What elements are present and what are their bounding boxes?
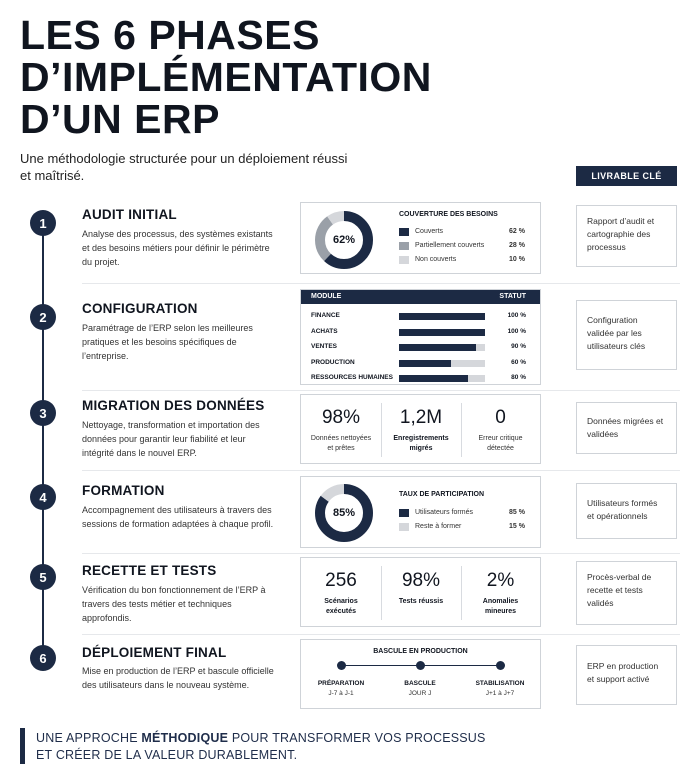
legend-pct: 62 % (509, 228, 525, 235)
deployment-dot (496, 661, 505, 670)
phase-5-number: 5 (30, 564, 56, 590)
module-progress-fill (399, 313, 485, 320)
phase-4-description: Accompagnement des utilisateurs à travers des sessions de formation adaptées à chaque profil. (82, 505, 274, 529)
phase-5-title: RECETTE ET TESTS (82, 563, 217, 578)
legend-swatch-remaining (399, 523, 409, 531)
module-name: ACHATS (311, 327, 338, 335)
module-status-value: 90 % (511, 343, 526, 350)
module-progress-track (399, 344, 485, 351)
step-when: JOUR J (408, 690, 432, 697)
phase-3-description: Nettoyage, transformation et importation des données pour garantir leur fiabilité et leur intégrité dans le nouvel ERP. (82, 420, 260, 458)
module-progress-track (399, 313, 485, 320)
phase-3-title: MIGRATION DES DONNÉES (82, 398, 265, 413)
module-progress-fill (399, 344, 476, 351)
step-name: STABILISATION (475, 680, 525, 687)
module-row (301, 340, 540, 354)
module-status-value: 80 % (511, 374, 526, 381)
module-row (301, 325, 540, 339)
test-stat (381, 558, 461, 626)
training-card (300, 476, 541, 548)
title-line-2: D’IMPLÉMENTATION (20, 54, 432, 100)
legend-label: Non couverts (415, 256, 457, 263)
test-stat (461, 558, 540, 626)
phase-6-description: Mise en production de l’ERP et bascule officielle des utilisateurs dans le nouveau système. (82, 666, 274, 690)
migration-stat (381, 395, 461, 463)
tests-card (300, 557, 541, 627)
module-status-value: 100 % (507, 327, 526, 335)
legend-label: Reste à former (415, 523, 462, 530)
migration-card (300, 394, 541, 464)
module-name: PRODUCTION (311, 358, 355, 366)
stat-label: Anomalies mineures (482, 598, 519, 615)
module-status-value: 100 % (507, 312, 526, 319)
module-row (301, 356, 540, 370)
phase-3-livrable: Données migrées et validées (576, 402, 677, 454)
phase-2-description: Paramétrage de l’ERP selon les meilleures pratiques et les besoins spécifiques de l’entreprise. (82, 323, 253, 361)
stat-value: 2% (486, 570, 515, 591)
module-row (301, 309, 540, 323)
phase-2-title: CONFIGURATION (82, 301, 198, 316)
stat-value: 98% (321, 407, 361, 428)
training-center-value: 85% (332, 507, 356, 519)
title-line-3: D’UN ERP (20, 96, 220, 142)
legend-row (399, 227, 525, 238)
divider (82, 634, 680, 635)
coverage-center-value: 62% (332, 234, 356, 246)
stat-label: Tests réussis (398, 598, 444, 605)
module-progress-track (399, 329, 485, 336)
module-progress-track (399, 360, 485, 367)
phase-4-number: 4 (30, 484, 56, 510)
stat-value: 0 (495, 407, 506, 428)
phase-6-livrable: ERP en production et support activé (576, 645, 677, 705)
legend-label: Couverts (415, 228, 444, 235)
divider (82, 553, 680, 554)
deployment-title: BASCULE EN PRODUCTION (373, 648, 468, 655)
page-subtitle: Une méthodologie structurée pour un déploiement réussi et maîtrisé. (20, 151, 348, 183)
deployment-step (465, 679, 535, 699)
timeline-line (42, 222, 44, 660)
legend-pct: 10 % (509, 256, 525, 263)
legend-label: Utilisateurs formés (415, 509, 473, 516)
col-module: MODULE (311, 293, 342, 300)
step-when: J+1 à J+7 (485, 690, 515, 697)
module-status-value: 60 % (511, 358, 526, 366)
phase-5-livrable: Procès-verbal de recette et tests validés (576, 561, 677, 625)
phase-2-livrable: Configuration validée par les utilisateurs clés (576, 300, 677, 370)
deployment-step (306, 679, 376, 699)
divider (82, 390, 680, 391)
legend-row (399, 522, 525, 533)
legend-row (399, 508, 525, 519)
phase-1-livrable: Rapport d’audit et cartographie des processus (576, 205, 677, 267)
divider (82, 470, 680, 471)
migration-stat (301, 395, 381, 463)
footer-part1: UNE APPROCHE (36, 731, 138, 745)
module-progress-fill (399, 329, 485, 336)
module-progress-fill (399, 360, 451, 367)
stat-label: Données nettoyées et prêtes (310, 435, 372, 452)
step-name: BASCULE (404, 680, 436, 687)
legend-pct: 85 % (509, 509, 525, 516)
step-when: J-7 à J-1 (328, 690, 354, 697)
deployment-dot (416, 661, 425, 670)
footer-part2: MÉTHODIQUE (141, 731, 229, 745)
module-name: VENTES (311, 343, 338, 350)
stat-label: Enregistrements migrés (393, 435, 449, 452)
footer-line2: ET CRÉER DE LA VALEUR DURABLEMENT. (36, 748, 298, 762)
step-name: PRÉPARATION (317, 680, 365, 687)
deployment-dot (337, 661, 346, 670)
training-title: TAUX DE PARTICIPATION (399, 491, 485, 498)
phase-4-livrable: Utilisateurs formés et opérationnels (576, 483, 677, 539)
legend-swatch-uncovered (399, 256, 409, 264)
module-name: FINANCE (311, 312, 340, 319)
training-donut (313, 482, 375, 544)
stat-value: 256 (325, 570, 357, 591)
divider (82, 283, 680, 284)
phase-6-number: 6 (30, 645, 56, 671)
deployment-card (300, 639, 541, 709)
legend-row (399, 241, 525, 252)
legend-swatch-partial (399, 242, 409, 250)
stat-label: Scénarios exécutés (324, 598, 358, 615)
deployment-step (385, 679, 455, 699)
coverage-title: COUVERTURE DES BESOINS (399, 211, 498, 218)
livrable-header: LIVRABLE CLÉ (576, 166, 677, 186)
module-progress-fill (399, 375, 468, 382)
migration-stat (461, 395, 540, 463)
stat-value: 1,2M (399, 407, 443, 428)
footer-part3: POUR TRANSFORMER VOS PROCESSUS (231, 731, 486, 745)
legend-swatch-covered (399, 228, 409, 236)
coverage-card (300, 202, 541, 274)
legend-swatch-trained (399, 509, 409, 517)
legend-pct: 15 % (509, 523, 525, 530)
phase-1-title: AUDIT INITIAL (82, 207, 177, 222)
legend-row (399, 255, 525, 266)
phase-2-number: 2 (30, 304, 56, 330)
col-statut: STATUT (499, 293, 526, 300)
phase-6-title: DÉPLOIEMENT FINAL (82, 645, 227, 660)
modules-card (300, 289, 541, 385)
module-name: RESSOURCES HUMAINES (311, 374, 393, 381)
footer-tagline (36, 730, 596, 764)
page-title (20, 14, 580, 140)
test-stat (301, 558, 381, 626)
legend-pct: 28 % (509, 242, 525, 249)
title-line-1: LES 6 PHASES (20, 12, 320, 58)
module-progress-track (399, 375, 485, 382)
legend-label: Partiellement couverts (415, 242, 485, 249)
modules-table-header (301, 290, 540, 304)
phase-3-number: 3 (30, 400, 56, 426)
phase-4-title: FORMATION (82, 483, 165, 498)
stat-value: 98% (401, 570, 441, 591)
phase-1-number: 1 (30, 210, 56, 236)
module-row (301, 371, 540, 385)
stat-label: Erreur critique détectée (478, 435, 523, 452)
footer-accent-bar (20, 728, 25, 764)
coverage-donut (313, 209, 375, 271)
phase-1-description: Analyse des processus, des systèmes existants et des besoins métiers pour définir le périmètre du projet. (82, 229, 273, 267)
phase-5-description: Vérification du bon fonctionnement de l’ERP à travers des tests métier et techniques approfondis. (82, 585, 266, 623)
